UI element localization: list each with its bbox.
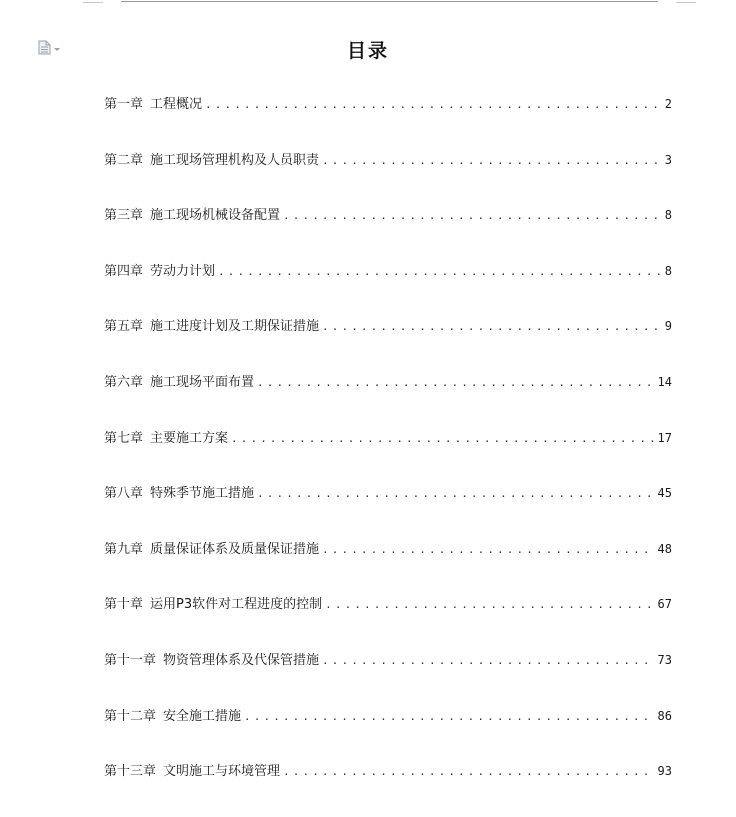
toc-dot-leader	[231, 429, 655, 449]
toc-chapter-title: 运用P3软件对工程进度的控制	[150, 597, 323, 613]
toc-entry[interactable]	[104, 94, 672, 150]
toc-chapter-number: 第五章	[104, 319, 144, 335]
toc-chapter-number: 第十章	[104, 597, 144, 613]
toc-chapter-number: 第一章	[104, 97, 144, 112]
toc-entry[interactable]	[104, 428, 672, 484]
toc-chapter-title: 特殊季节施工措施	[150, 486, 255, 502]
toc-chapter-number: 第十二章	[104, 708, 157, 724]
page-title: 目录	[346, 40, 389, 62]
toc-chapter-title: 工程概况	[150, 97, 203, 112]
toc-entry[interactable]	[104, 650, 672, 706]
toc-page-number: 67	[657, 597, 672, 612]
toc-entry[interactable]	[104, 261, 672, 317]
toc-page-number: 17	[657, 430, 672, 445]
toc-entry[interactable]	[104, 316, 672, 372]
toc-dot-leader	[322, 540, 655, 560]
toc-chapter-number: 第六章	[104, 374, 144, 390]
toc-dot-leader	[322, 317, 662, 337]
toc-chapter-title: 施工现场平面布置	[150, 374, 255, 390]
toc-dot-leader	[257, 484, 655, 504]
toc-page-number: 45	[657, 486, 672, 501]
toc-dot-leader	[325, 595, 654, 615]
toc-dot-leader	[322, 651, 655, 671]
page-top-edge	[121, 1, 658, 2]
toc-chapter-number: 第二章	[104, 152, 144, 168]
toc-chapter-title: 施工进度计划及工期保证措施	[150, 319, 320, 335]
toc-page-number: 2	[664, 97, 672, 111]
toc-entry[interactable]	[104, 150, 672, 206]
table-of-contents	[104, 94, 672, 817]
toc-entry[interactable]	[104, 372, 672, 428]
toc-entry[interactable]	[104, 761, 672, 817]
toc-page-number: 8	[664, 208, 672, 223]
toc-page-number: 86	[657, 708, 672, 723]
page-corner-mark-right	[676, 0, 696, 3]
toc-dot-leader	[257, 373, 655, 393]
toc-dot-leader	[244, 707, 655, 727]
toc-dot-leader	[283, 762, 655, 782]
toc-entry[interactable]	[104, 594, 672, 650]
page-corner-mark-left	[83, 0, 103, 3]
toc-entry[interactable]	[104, 539, 672, 595]
toc-chapter-number: 第三章	[104, 208, 144, 224]
toc-entry[interactable]	[104, 706, 672, 762]
toc-chapter-number: 第十一章	[104, 652, 157, 668]
toc-chapter-title: 施工现场机械设备配置	[150, 208, 281, 224]
toc-page-number: 8	[664, 263, 672, 278]
toc-entry[interactable]	[104, 483, 672, 539]
toc-chapter-title: 施工现场管理机构及人员职责	[150, 152, 320, 168]
toc-dot-leader	[322, 151, 662, 171]
toc-page-number: 3	[664, 152, 672, 167]
toc-entry[interactable]	[104, 205, 672, 261]
toc-dot-leader	[218, 262, 662, 282]
toc-chapter-title: 质量保证体系及质量保证措施	[150, 541, 320, 557]
toc-chapter-title: 劳动力计划	[150, 263, 216, 279]
toc-page-number: 9	[664, 319, 672, 334]
toc-chapter-title: 物资管理体系及代保管措施	[163, 652, 320, 668]
toc-chapter-number: 第十三章	[104, 764, 157, 780]
toc-dot-leader	[283, 206, 662, 226]
toc-page-number: 73	[657, 652, 672, 667]
toc-chapter-title: 主要施工方案	[150, 430, 229, 446]
toc-chapter-number: 第七章	[104, 430, 144, 446]
toc-chapter-number: 第九章	[104, 541, 144, 557]
toc-chapter-title: 安全施工措施	[163, 708, 242, 724]
toc-page-number: 14	[657, 374, 672, 389]
toc-page-number: 48	[657, 541, 672, 556]
toc-chapter-title: 文明施工与环境管理	[163, 764, 281, 780]
toc-dot-leader	[205, 95, 662, 115]
toc-chapter-number: 第四章	[104, 263, 144, 279]
toc-page-number: 93	[657, 764, 672, 779]
toc-chapter-number: 第八章	[104, 486, 144, 502]
